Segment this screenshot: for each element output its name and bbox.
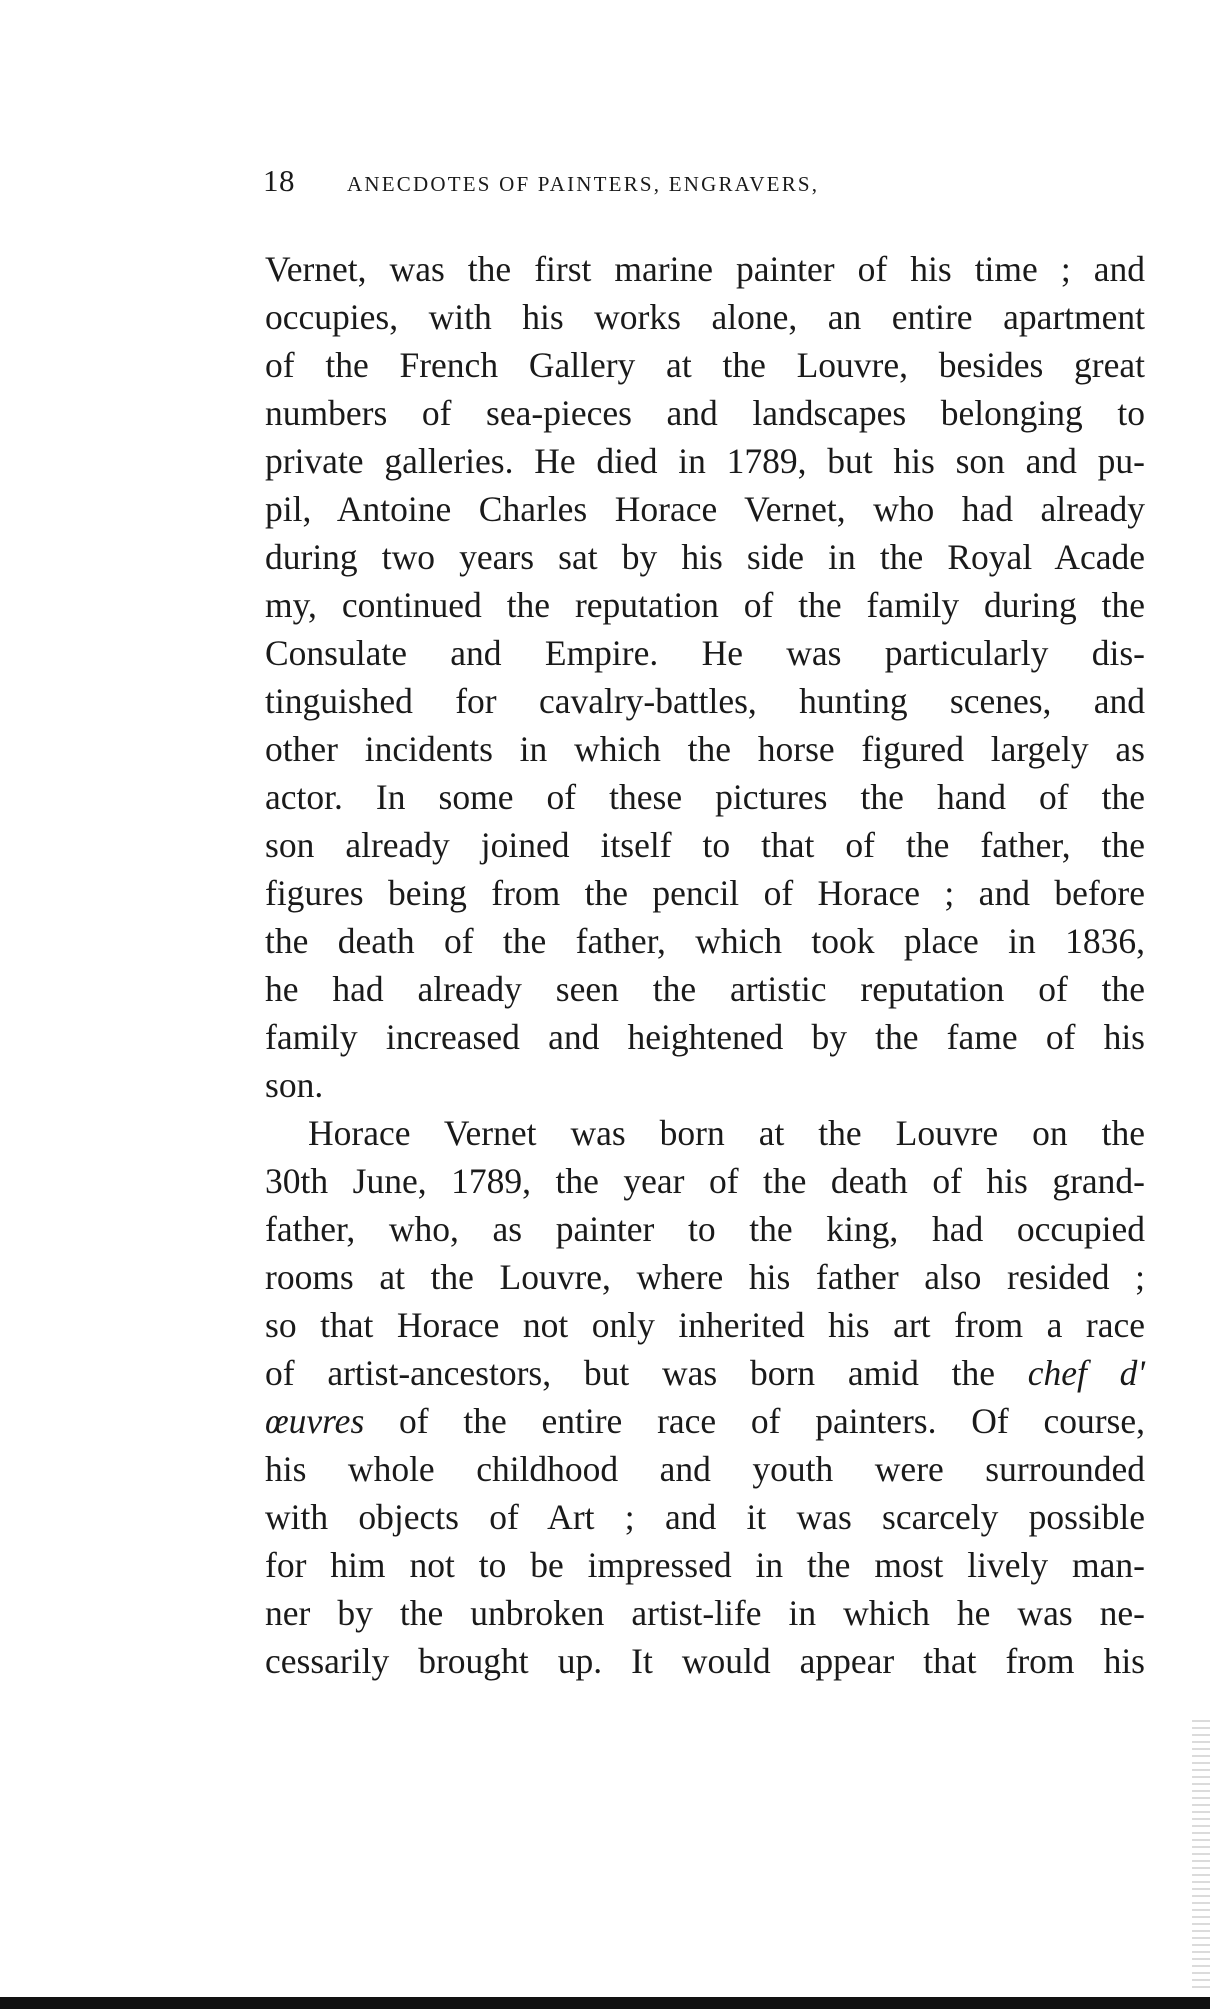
text-line: Horace Vernet was born at the Louvre on the bbox=[308, 1113, 1145, 1153]
text-line: rooms at the Louvre, where his father also resided ; bbox=[265, 1257, 1145, 1297]
text-line: during two years sat by his side in the Royal Acade bbox=[265, 537, 1145, 577]
running-head bbox=[263, 163, 1143, 211]
text-line: numbers of sea-pieces and landscapes belonging to bbox=[265, 393, 1145, 433]
text-line: for him not to be impressed in the most lively man- bbox=[265, 1545, 1145, 1585]
text-line: figures being from the pencil of Horace ; and before bbox=[265, 873, 1145, 913]
body-text bbox=[265, 245, 1145, 1685]
text-line: tinguished for cavalry-battles, hunting scenes, and bbox=[265, 681, 1145, 721]
page-edge-speckle bbox=[1192, 1720, 1210, 1990]
text-line: cessarily brought up. It would appear that from his bbox=[265, 1641, 1145, 1681]
text-line: occupies, with his works alone, an entire apartment bbox=[265, 297, 1145, 337]
text-line: 30th June, 1789, the year of the death of his grand- bbox=[265, 1161, 1145, 1201]
text-line: son already joined itself to that of the father, the bbox=[265, 825, 1145, 865]
text-line: private galleries. He died in 1789, but his son and pu- bbox=[265, 441, 1145, 481]
text-line: my, continued the reputation of the family during the bbox=[265, 585, 1145, 625]
italic-phrase: chef d' bbox=[1027, 1353, 1146, 1393]
running-title: ANECDOTES OF PAINTERS, ENGRAVERS, bbox=[347, 172, 820, 196]
text-line: actor. In some of these pictures the hand of the bbox=[265, 777, 1145, 817]
italic-phrase: œuvres bbox=[265, 1401, 365, 1441]
page-number: 18 bbox=[263, 163, 295, 198]
scan-bottom-edge bbox=[0, 1997, 1210, 2009]
text-line-with-italic bbox=[265, 1349, 1145, 1397]
text-line: son. bbox=[265, 1065, 324, 1105]
text-line: family increased and heightened by the fame of his bbox=[265, 1017, 1145, 1057]
text-line: Consulate and Empire. He was particularly dis- bbox=[265, 633, 1145, 673]
text-line: with objects of Art ; and it was scarcely possible bbox=[265, 1497, 1145, 1537]
text-line: father, who, as painter to the king, had occupied bbox=[265, 1209, 1145, 1249]
text-segment: of the entire race of painters. Of course, bbox=[399, 1401, 1146, 1441]
text-line: pil, Antoine Charles Horace Vernet, who had already bbox=[265, 489, 1145, 529]
text-line: he had already seen the artistic reputation of the bbox=[265, 969, 1145, 1009]
text-line: the death of the father, which took place in 1836, bbox=[265, 921, 1145, 961]
text-line: ner by the unbroken artist-life in which he was ne- bbox=[265, 1593, 1145, 1633]
text-line: Vernet, was the first marine painter of his time ; and bbox=[265, 249, 1145, 289]
text-line: other incidents in which the horse figured largely as bbox=[265, 729, 1145, 769]
text-segment: of artist-ancestors, but was born amid the bbox=[265, 1353, 995, 1393]
text-line-with-italic bbox=[265, 1397, 1145, 1445]
text-line: of the French Gallery at the Louvre, besides great bbox=[265, 345, 1145, 385]
text-line: so that Horace not only inherited his art from a race bbox=[265, 1305, 1145, 1345]
text-line: his whole childhood and youth were surrounded bbox=[265, 1449, 1145, 1489]
